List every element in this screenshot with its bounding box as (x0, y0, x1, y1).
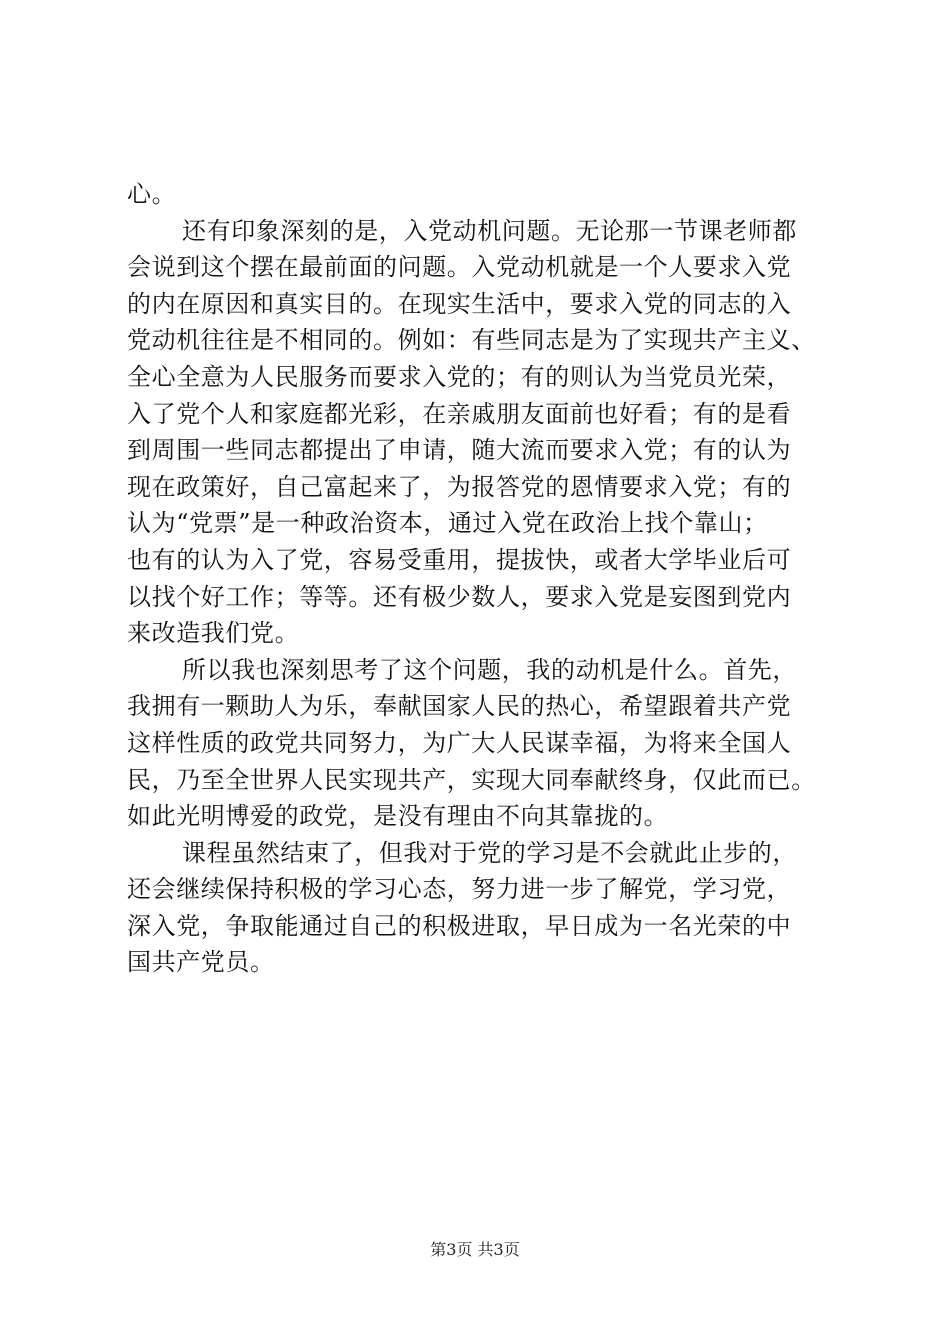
text-line: 全心全意为人民服务而要求入党的；有的则认为当党员光荣， (127, 362, 792, 391)
text-line: 心。 (127, 180, 177, 208)
text-line: 我拥有一颗助人为乐，奉献国家人民的热心，希望跟着共产党 (127, 692, 792, 721)
text-line: 还有印象深刻的是，入党动机问题。无论那一节课老师都 (182, 216, 797, 245)
text-line: 到周围一些同志都提出了申请，随大流而要求入党；有的认为 (127, 436, 792, 465)
text-line: 入了党个人和家庭都光彩，在亲戚朋友面前也好看；有的是看 (127, 399, 792, 428)
body-text (127, 176, 852, 981)
text-line: 还会继续保持积极的学习心态，努力进一步了解党，学习党， (127, 875, 792, 904)
text-line: 现在政策好，自己富起来了，为报答党的恩情要求入党；有的 (127, 472, 792, 501)
text-line: 深入党，争取能通过自己的积极进取，早日成为一名光荣的中 (127, 911, 792, 940)
text-line: 这样性质的政党共同努力，为广大人民谋幸福，为将来全国人 (127, 728, 792, 757)
text-line: 也有的认为入了党，容易受重用，提拔快，或者大学毕业后可 (127, 545, 792, 574)
text-line: 课程虽然结束了，但我对于党的学习是不会就此止步的， (182, 838, 797, 867)
text-line: 民，乃至全世界人民实现共产，实现大同奉献终身，仅此而已。 (127, 765, 816, 794)
text-line: 党动机往往是不相同的。例如：有些同志是为了实现共产主义、 (127, 326, 816, 355)
text-line: 如此光明博爱的政党，是没有理由不向其靠拢的。 (127, 802, 669, 831)
text-line: 会说到这个摆在最前面的问题。入党动机就是一个人要求入党 (127, 253, 792, 282)
text-line: 认为“党票”是一种政治资本，通过入党在政治上找个靠山； (127, 509, 768, 538)
text-line: 以找个好工作；等等。还有极少数人，要求入党是妄图到党内 (127, 582, 792, 611)
text-line: 所以我也深刻思考了这个问题，我的动机是什么。首先， (182, 655, 797, 684)
page-footer: 第3页 共3页 (430, 1240, 520, 1259)
text-line: 来改造我们党。 (127, 619, 300, 648)
text-line: 国共产党员。 (127, 948, 275, 977)
text-line: 的内在原因和真实目的。在现实生活中，要求入党的同志的入 (127, 289, 792, 318)
